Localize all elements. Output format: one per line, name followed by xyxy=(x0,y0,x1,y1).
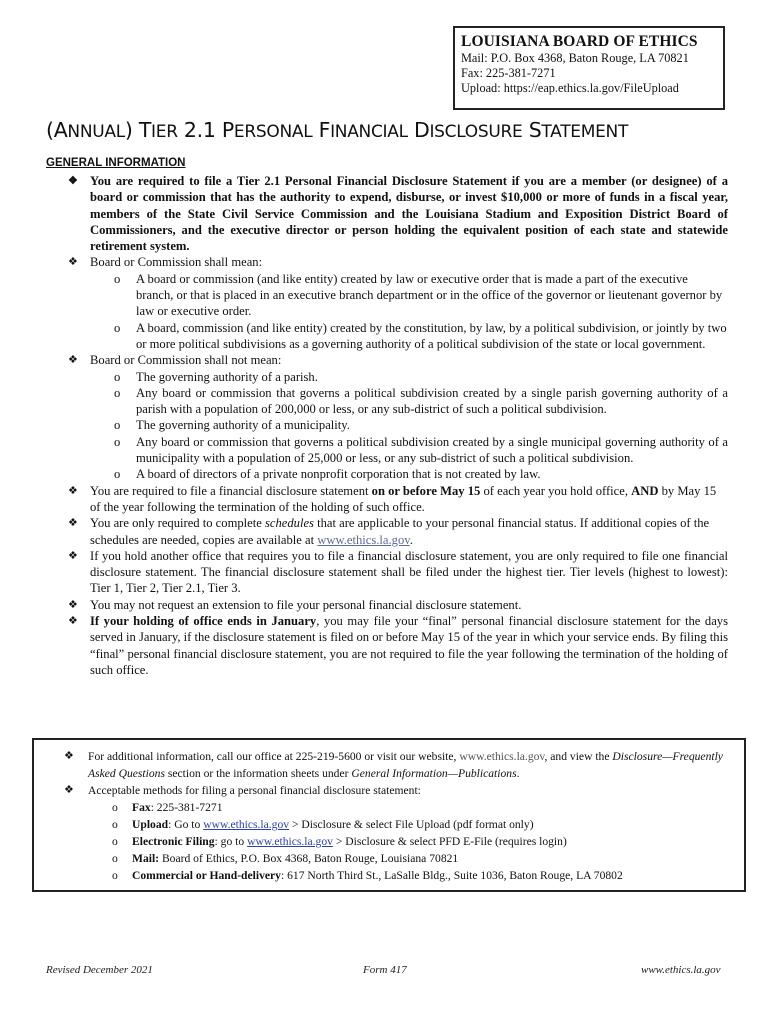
sub-list-item xyxy=(66,417,728,433)
emphasis-text: AND xyxy=(631,483,659,498)
diamond-bullet-icon: ❖ xyxy=(68,484,78,497)
title-part: ERSONAL xyxy=(233,122,313,142)
circle-bullet-icon: o xyxy=(112,818,118,831)
filing-info-box xyxy=(32,738,746,892)
item-text: Board or Commission shall not mean: xyxy=(90,353,282,368)
list-item xyxy=(64,782,732,799)
ethics-website-link[interactable]: www.ethics.la.gov xyxy=(317,532,410,547)
item-text: of each year you hold office, xyxy=(480,483,632,498)
method-label: Upload xyxy=(132,818,169,831)
item-text: Any board or commission that governs a political subdivision created by a single parish governing authority of a parish with a population of 200,000 or less, or any sub-district of such a political subdivision. xyxy=(136,385,728,417)
item-text: A board of directors of a private nonprofit corporation that is not created by law. xyxy=(136,467,541,482)
general-information-list xyxy=(66,173,728,678)
title-part: NNUAL xyxy=(67,122,125,142)
org-name: LOUISIANA BOARD OF ETHICS xyxy=(461,33,698,50)
upload-url: Upload: https://eap.ethics.la.gov/FileUpload xyxy=(461,81,679,96)
title-part: INANCIAL xyxy=(330,122,408,142)
item-text: that are applicable to your personal financial status. If additional copies of the schedules are needed, copies are available at xyxy=(90,516,710,547)
circle-bullet-icon: o xyxy=(114,418,121,433)
item-text: . xyxy=(516,767,520,780)
fax-number: Fax: 225-381-7271 xyxy=(461,66,556,81)
footer-website: www.ethics.la.gov xyxy=(641,964,721,976)
circle-bullet-icon: o xyxy=(114,369,121,384)
section-heading: GENERAL INFORMATION xyxy=(46,157,186,169)
item-text: You are only required to complete xyxy=(90,516,265,531)
circle-bullet-icon: o xyxy=(114,385,121,400)
sub-list-item xyxy=(66,369,728,385)
item-text: section or the information sheets under xyxy=(164,767,352,780)
circle-bullet-icon: o xyxy=(114,320,121,335)
mail-address: Mail: P.O. Box 4368, Baton Rouge, LA 70821 xyxy=(461,51,689,65)
sub-list-item xyxy=(68,816,732,833)
list-item xyxy=(66,483,728,516)
title-part: S xyxy=(522,118,542,142)
item-text: : 225-381-7271 xyxy=(150,801,223,814)
footer-form-number: Form 417 xyxy=(363,964,407,976)
list-item xyxy=(66,254,728,270)
website-text: www.ethics.la.gov xyxy=(459,750,545,763)
page-title xyxy=(46,116,746,146)
title-part: ISCLOSURE xyxy=(429,122,523,142)
item-text: > Disclosure & select File Upload (pdf format only) xyxy=(289,818,534,831)
diamond-bullet-icon: ❖ xyxy=(64,784,74,796)
emphasis-text: If your holding of office ends in January xyxy=(90,614,317,629)
method-label: Electronic Filing xyxy=(132,835,215,848)
item-text: Board of Ethics, P.O. Box 4368, Baton Rouge, Louisiana 70821 xyxy=(159,852,459,865)
list-item xyxy=(66,515,728,548)
diamond-bullet-icon: ❖ xyxy=(68,175,78,187)
list-item xyxy=(66,597,728,613)
list-item xyxy=(66,548,728,597)
item-text: , you may file your “final” personal financial disclosure statement for the days served in January, if the disclosure statement is filed on or before May 15 of the year in which your service ends. By filing this “final” personal financial disclosure statement, you are not required to file the year following the termination of the holding of such office. xyxy=(90,614,728,677)
diamond-bullet-icon: ❖ xyxy=(68,549,78,562)
deadline-text: on or before May 15 xyxy=(371,483,481,498)
sub-list-item xyxy=(68,799,732,816)
diamond-bullet-icon: ❖ xyxy=(68,354,78,367)
diamond-bullet-icon: ❖ xyxy=(68,256,78,269)
item-text: : go to xyxy=(214,835,248,848)
list-item xyxy=(64,748,732,782)
item-text: You are required to file a financial disclosure statement xyxy=(90,483,372,498)
circle-bullet-icon: o xyxy=(112,835,118,848)
title-part: (A xyxy=(46,118,68,142)
circle-bullet-icon: o xyxy=(112,801,118,814)
sub-list-item xyxy=(68,850,732,867)
item-text: You may not request an extension to file your personal financial disclosure statement. xyxy=(90,597,522,612)
method-label: Fax xyxy=(132,801,151,814)
circle-bullet-icon: o xyxy=(114,434,121,449)
item-text: For additional information, call our office at 225-219-5600 or visit our website, xyxy=(88,750,460,763)
circle-bullet-icon: o xyxy=(112,852,118,865)
item-text: You are required to file a Tier 2.1 Personal Financial Disclosure Statement if you are a member (or designee) of a board or commission that has the authority to expend, disburse, or invest $10,000 or more of funds in a fiscal year, members of the State Civil Service Commission and the Louisiana Stadium and Exposition District Board of Commissioners, and the executive director or person holding the equivalent position of each state and statewide retirement system. xyxy=(90,174,728,254)
method-label: Mail: xyxy=(132,852,160,865)
sub-list-item xyxy=(68,867,732,884)
diamond-bullet-icon: ❖ xyxy=(64,750,74,762)
item-text: Board or Commission shall mean: xyxy=(90,255,263,270)
circle-bullet-icon: o xyxy=(114,271,121,286)
item-text: > Disclosure & select PFD E-File (requires login) xyxy=(332,835,567,848)
sub-list-item xyxy=(66,385,728,418)
item-text: If you hold another office that requires you to file a financial disclosure statement, you are only required to file one financial disclosure statement. The financial disclosure statement shall be filed under the highest tier. Tier levels (highest to lowest): Tier 1, Tier 2, Tier 2.1, Tier 3. xyxy=(90,548,728,596)
item-text: The governing authority of a parish. xyxy=(136,369,318,384)
circle-bullet-icon: o xyxy=(112,869,118,882)
item-text: , and view the xyxy=(544,750,613,763)
sub-list-item xyxy=(66,434,728,467)
circle-bullet-icon: o xyxy=(114,467,121,482)
list-item xyxy=(66,352,728,368)
item-text: The governing authority of a municipality. xyxy=(136,418,350,433)
upload-website-link[interactable]: www.ethics.la.gov xyxy=(203,818,290,831)
list-item xyxy=(66,613,728,678)
sub-list-item xyxy=(66,466,728,482)
diamond-bullet-icon: ❖ xyxy=(68,615,78,628)
title-part: D xyxy=(407,118,430,142)
item-text: Any board or commission that governs a political subdivision created by a single municipal governing authority of a municipality with a population of 25,000 or less, or any sub-district of such a political subdivision. xyxy=(136,434,728,466)
item-text: . xyxy=(409,532,413,547)
item-text: Acceptable methods for filing a personal financial disclosure statement: xyxy=(88,784,421,797)
list-item xyxy=(66,173,728,254)
sub-list-item xyxy=(66,271,728,320)
title-part: ) T xyxy=(124,118,152,142)
efile-website-link[interactable]: www.ethics.la.gov xyxy=(247,835,333,848)
item-text: Disclosure—Frequently Asked Questions xyxy=(88,750,723,780)
item-text: A board or commission (and like entity) created by law or executive order that is made a part of the executive branch, or that is placed in an executive branch department or in the office of the governor or lieutenant governor by law or executive order. xyxy=(136,271,723,319)
item-text: A board, commission (and like entity) created by the constitution, by law, by a political subdivision, or jointly by two or more political subdivisions as a governing authority of a political subdivision of the state or local government. xyxy=(136,320,727,351)
item-text: : Go to xyxy=(168,818,204,831)
sub-list-item xyxy=(68,833,732,850)
item-text: schedules xyxy=(265,516,314,531)
method-label: Commercial or Hand-delivery xyxy=(132,869,281,882)
title-part: 2.1 P xyxy=(177,118,234,142)
item-text: General Information—Publications xyxy=(351,767,517,780)
title-part: TATEMENT xyxy=(541,122,629,142)
title-part: IER xyxy=(151,122,178,142)
diamond-bullet-icon: ❖ xyxy=(68,598,78,611)
diamond-bullet-icon: ❖ xyxy=(68,517,78,530)
item-text: : 617 North Third St., LaSalle Bldg., Suite 1036, Baton Rouge, LA 70802 xyxy=(280,869,623,882)
footer-revised: Revised December 2021 xyxy=(46,964,153,976)
title-part: F xyxy=(312,118,331,142)
contact-box xyxy=(453,26,725,110)
item-text: by May 15 of the year following the termination of the holding of such office. xyxy=(90,483,717,514)
sub-list-item xyxy=(66,320,728,353)
